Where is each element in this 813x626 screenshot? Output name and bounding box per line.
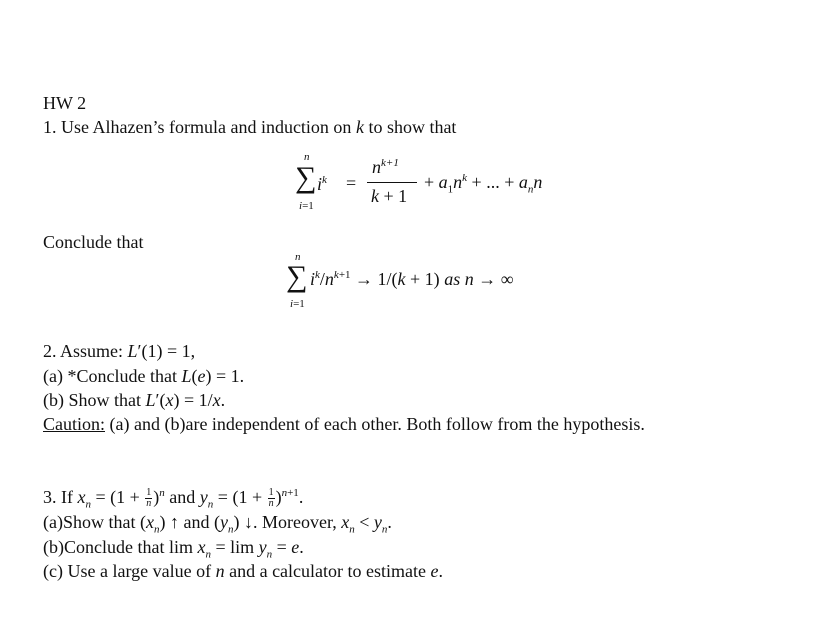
- problem-2-line-1: 2. Assume: L′(1) = 1,: [43, 341, 196, 361]
- problem-3-line-4: (c) Use a large value of n and a calculator to estimate e.: [43, 561, 444, 581]
- conclude-label: Conclude that: [43, 232, 144, 252]
- problem-1-intro: 1. Use Alhazen’s formula and induction on k to show that: [43, 117, 457, 137]
- problem-3-line-2: (a)Show that $(x_n)$ ↑ and $(y_n)$ ↓. Moreover, $x_n < y_n$.: [43, 512, 392, 536]
- problem-3-line-3: (b)Conclude that $\lim x_n = \lim y_n = e$.: [43, 537, 304, 561]
- caution-note: [43, 415, 645, 433]
- problem-3-line-1: 3. If $x_n = (1$ + $\frac{1}{n}$ )$^n$ and $y_n = (1$ + $\frac{1}{n}$ )$^{n+1}$.: [43, 487, 304, 511]
- caution-label: Caution:: [43, 414, 105, 434]
- problem-2-line-3: (b) Show that L′(x) = 1/x.: [43, 390, 226, 410]
- caution-text: (a) and (b)are independent of each other. Both follow from the hypothesis.: [105, 414, 645, 434]
- problem-2-line-2: (a) *Conclude that L(e) = 1.: [43, 366, 245, 386]
- hw-title: HW 2: [43, 93, 87, 113]
